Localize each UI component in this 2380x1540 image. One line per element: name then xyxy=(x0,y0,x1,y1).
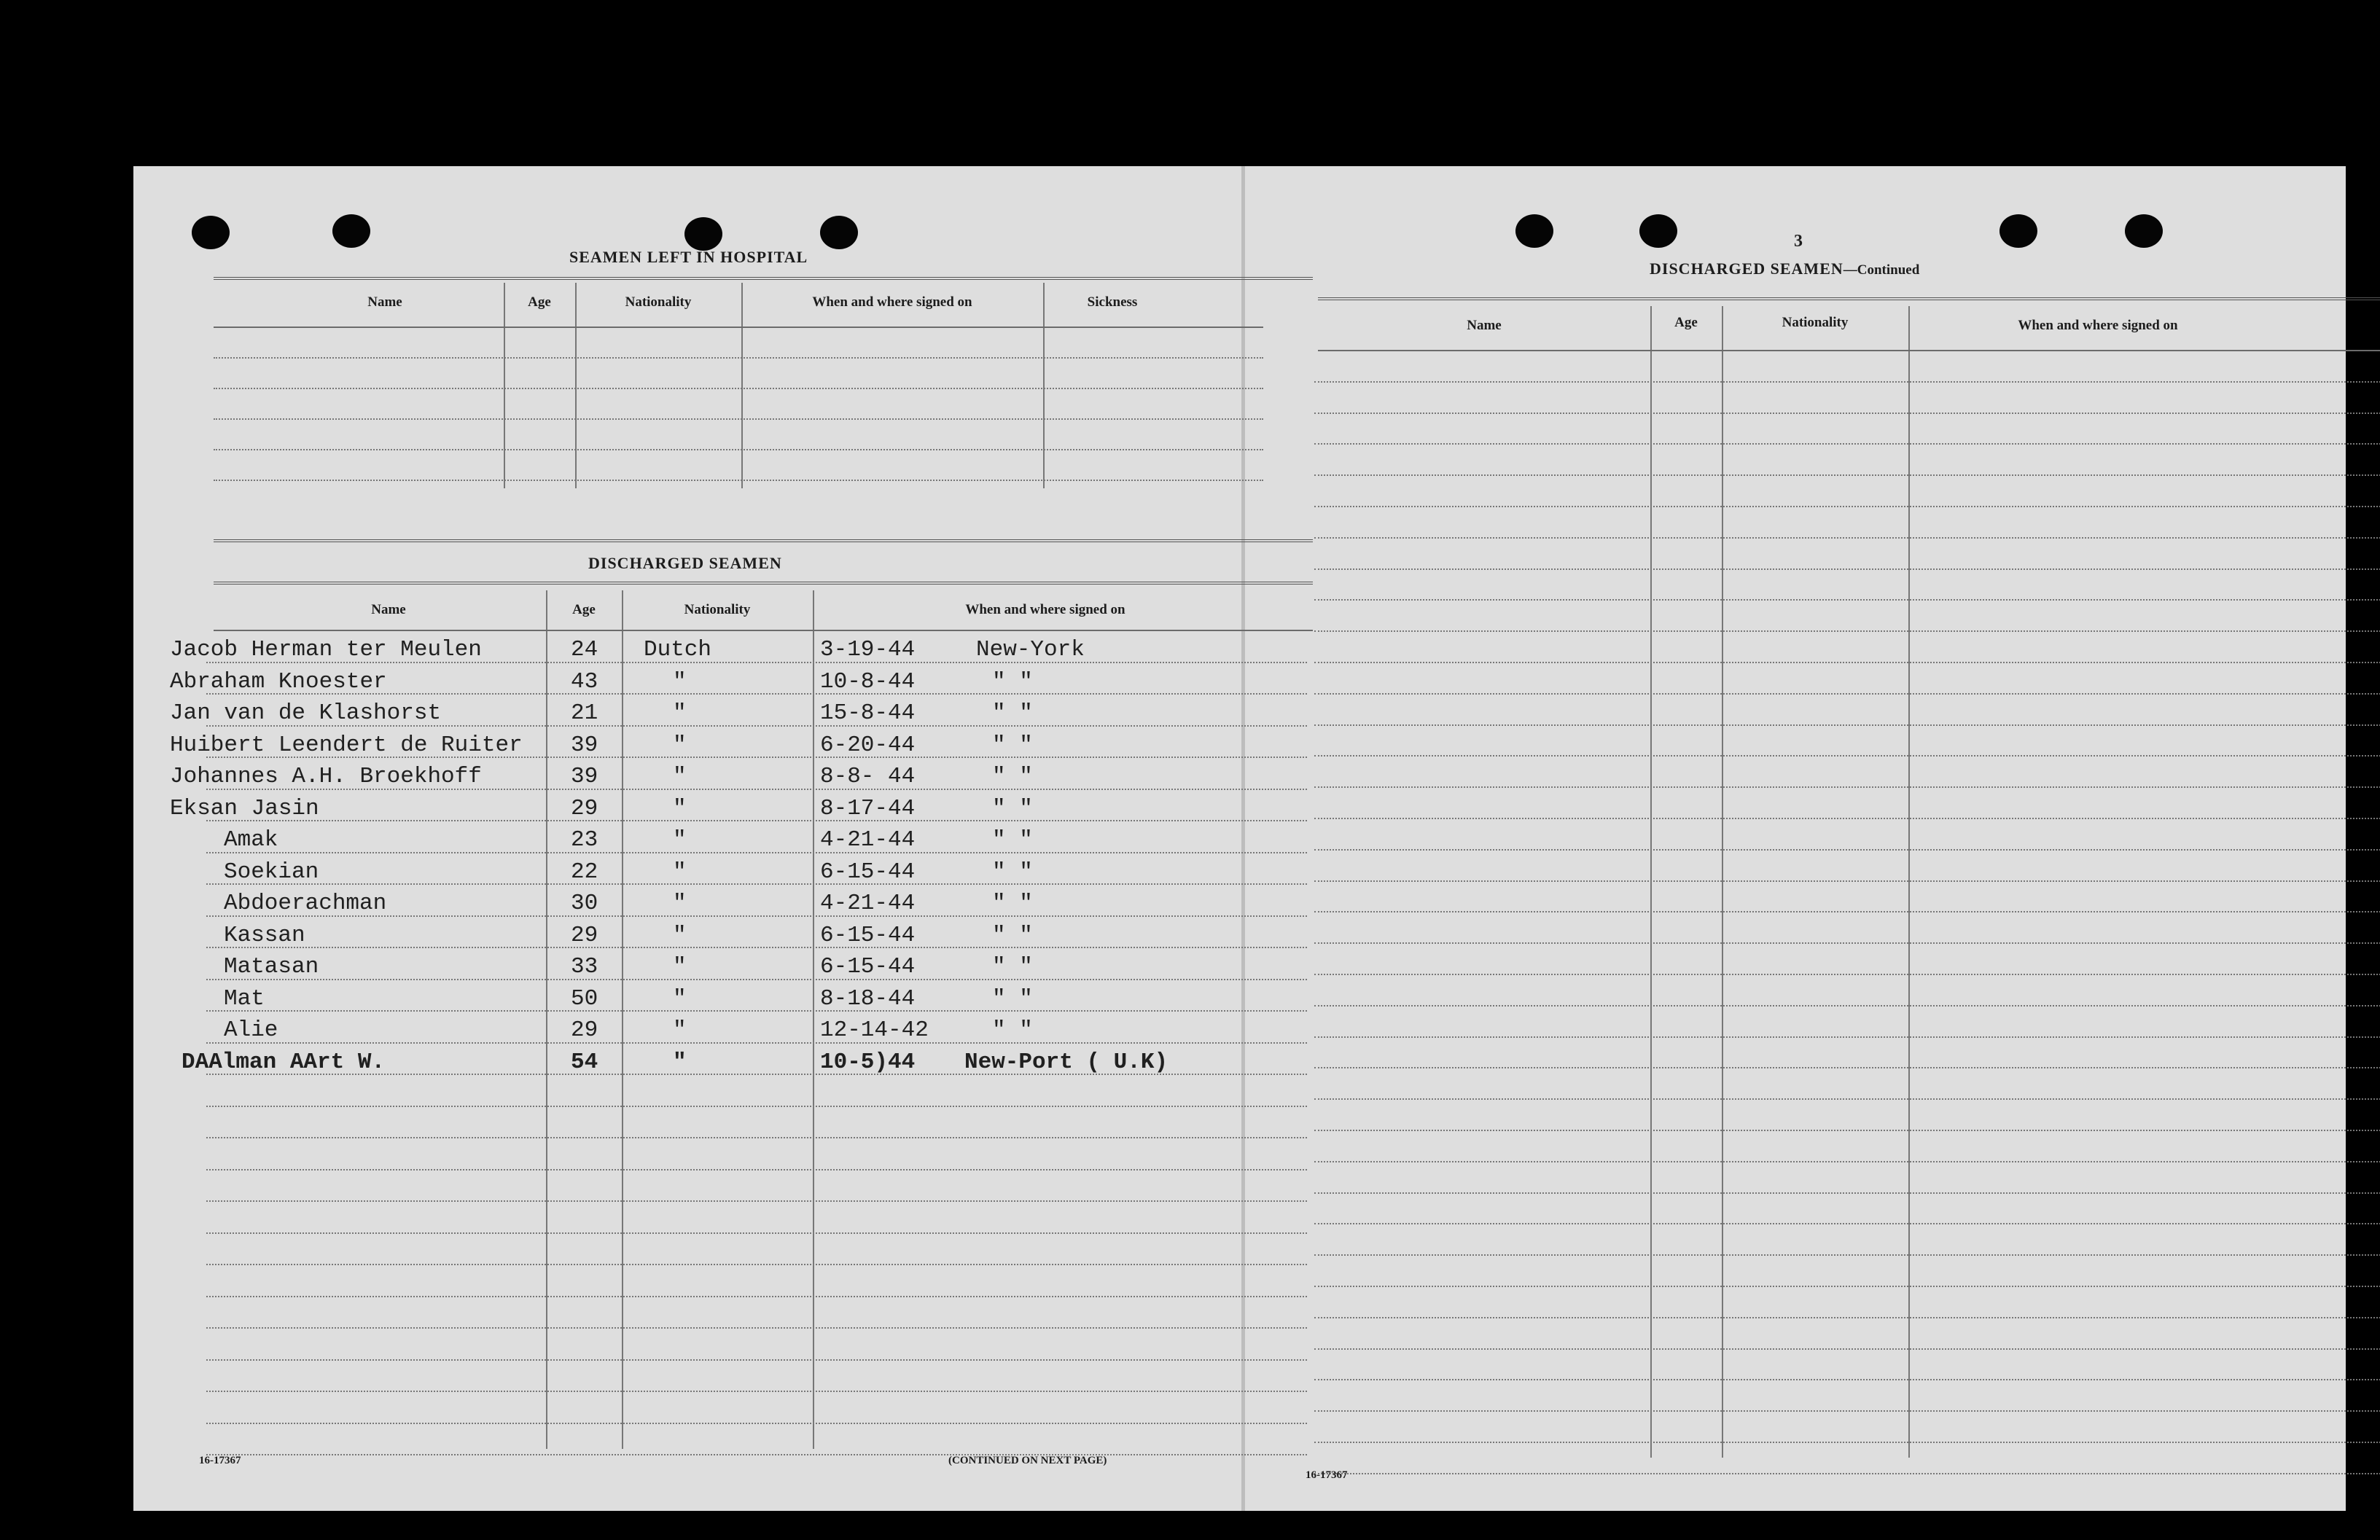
hospital-header-name: Name xyxy=(367,294,402,310)
discharged-date-cell: 3-19-44 xyxy=(820,637,916,662)
column-divider xyxy=(1043,283,1045,488)
row-rule xyxy=(1314,1223,2380,1224)
discharged-nationality-cell: " xyxy=(673,1017,687,1043)
row-rule xyxy=(1314,413,2380,414)
discharged-date-cell: 4-21-44 xyxy=(820,827,916,853)
discharged-nationality-cell: " xyxy=(673,827,687,853)
right-header-age: Age xyxy=(1674,315,1698,330)
discharged-nationality-cell: " xyxy=(673,795,687,821)
discharged-nationality-cell: " xyxy=(673,732,687,758)
discharged-name-cell: Abdoerachman xyxy=(224,891,387,916)
column-divider xyxy=(1908,306,1910,1458)
row-rule xyxy=(1314,786,2380,788)
row-rule xyxy=(1314,818,2380,819)
row-rule xyxy=(206,1327,1307,1329)
discharged-age-cell: 54 xyxy=(571,1049,598,1075)
discharged-nationality-cell: " xyxy=(673,859,687,885)
row-rule xyxy=(214,357,1263,359)
row-rule xyxy=(1314,849,2380,851)
row-rule xyxy=(1314,1254,2380,1256)
row-rule xyxy=(206,979,1307,980)
discharged-date-cell: 8-17-44 xyxy=(820,795,916,821)
row-rule xyxy=(206,1423,1307,1424)
row-rule xyxy=(1314,630,2380,632)
continued-title-suffix: —Continued xyxy=(1843,262,1920,278)
discharged-date-cell: 8-8- 44 xyxy=(820,764,916,789)
row-rule xyxy=(1314,1161,2380,1162)
discharged-date-cell: 6-20-44 xyxy=(820,732,916,758)
row-rule xyxy=(206,947,1307,948)
punch-hole xyxy=(192,216,230,249)
discharged-name-cell: Abraham Knoester xyxy=(170,668,387,695)
discharged-header-signed-on: When and where signed on xyxy=(965,602,1125,617)
hospital-header-signed-on: When and where signed on xyxy=(812,294,972,310)
row-rule xyxy=(214,388,1263,389)
row-rule xyxy=(1314,381,2380,383)
row-rule xyxy=(1318,350,2380,351)
row-rule xyxy=(1314,568,2380,570)
row-rule xyxy=(1314,1098,2380,1100)
row-rule xyxy=(206,852,1307,853)
discharged-nationality-cell: " xyxy=(673,668,687,695)
column-divider xyxy=(504,283,505,488)
row-rule xyxy=(1314,537,2380,539)
discharged-name-cell: Soekian xyxy=(224,859,319,885)
discharged-nationality-cell: " xyxy=(673,922,687,948)
discharged-date-cell: 15-8-44 xyxy=(820,700,916,726)
row-rule xyxy=(1314,599,2380,601)
row-rule xyxy=(1314,755,2380,757)
discharged-date-cell: 12-14-42 xyxy=(820,1017,929,1043)
row-rule xyxy=(1314,880,2380,882)
discharged-name-cell: Matasan xyxy=(224,954,319,980)
continued-title xyxy=(1650,259,1919,278)
continued-title-main: DISCHARGED SEAMEN xyxy=(1650,259,1843,278)
discharged-date-cell: 6-15-44 xyxy=(820,954,916,980)
row-rule xyxy=(1314,942,2380,944)
row-rule xyxy=(206,1296,1307,1297)
page-number: 3 xyxy=(1794,232,1803,251)
discharged-name-cell: Amak xyxy=(224,827,278,853)
punch-hole xyxy=(684,217,722,251)
hospital-title: SEAMEN LEFT IN HOSPITAL xyxy=(569,248,808,266)
hospital-header-rule xyxy=(214,327,1263,328)
discharged-date-cell: 4-21-44 xyxy=(820,891,916,916)
discharged-name-cell: Eksan Jasin xyxy=(170,795,319,821)
discharged-title: DISCHARGED SEAMEN xyxy=(588,554,782,572)
discharged-header-nationality: Nationality xyxy=(684,602,751,617)
discharged-age-cell: 29 xyxy=(571,1017,598,1043)
row-rule xyxy=(1314,1473,2380,1474)
row-rule xyxy=(214,630,1313,631)
row-rule xyxy=(206,1264,1307,1265)
row-rule xyxy=(1314,1410,2380,1412)
form-number: 16-17367 xyxy=(199,1455,241,1466)
discharged-place-cell: " " xyxy=(992,827,1033,853)
row-rule xyxy=(1314,1442,2380,1443)
column-divider xyxy=(622,590,623,1449)
discharged-age-cell: 29 xyxy=(571,795,598,821)
column-divider xyxy=(1722,306,1723,1458)
column-divider xyxy=(546,590,547,1449)
column-divider xyxy=(1650,306,1652,1458)
discharged-age-cell: 29 xyxy=(571,922,598,948)
row-rule xyxy=(206,1010,1307,1012)
row-rule xyxy=(1314,911,2380,912)
row-rule xyxy=(1314,974,2380,975)
discharged-age-cell: 30 xyxy=(571,891,598,916)
row-rule xyxy=(206,1454,1307,1455)
discharged-nationality-cell: Dutch xyxy=(644,637,712,662)
discharged-place-cell: New-Port ( U.K) xyxy=(964,1049,1168,1075)
discharged-date-cell: 6-15-44 xyxy=(820,922,916,948)
row-rule xyxy=(206,1042,1307,1044)
row-rule xyxy=(214,418,1263,420)
discharged-place-cell: " " xyxy=(992,954,1033,980)
punch-hole xyxy=(332,214,370,248)
row-rule xyxy=(206,1137,1307,1138)
row-rule xyxy=(214,480,1263,481)
discharged-nationality-cell: " xyxy=(673,700,687,726)
discharged-age-cell: 24 xyxy=(571,637,598,662)
discharged-place-cell: " " xyxy=(992,700,1033,726)
discharged-place-cell: " " xyxy=(992,985,1033,1012)
row-rule xyxy=(1314,1317,2380,1318)
column-divider xyxy=(741,283,743,488)
column-divider xyxy=(813,590,814,1449)
discharged-name-cell: Huibert Leendert de Ruiter xyxy=(170,732,523,758)
discharged-name-cell: Jacob Herman ter Meulen xyxy=(170,637,482,662)
punch-hole xyxy=(1999,214,2037,248)
discharged-name-cell: Kassan xyxy=(224,922,305,948)
discharged-name-cell: Jan van de Klashorst xyxy=(170,700,442,726)
discharged-age-cell: 33 xyxy=(571,954,598,980)
row-rule xyxy=(206,1359,1307,1361)
row-rule xyxy=(206,1106,1307,1107)
row-rule xyxy=(1314,1130,2380,1131)
row-rule xyxy=(206,1169,1307,1170)
discharged-place-cell: " " xyxy=(992,732,1033,758)
row-rule xyxy=(1314,443,2380,445)
right-header-name: Name xyxy=(1467,318,1502,333)
row-rule xyxy=(206,1232,1307,1234)
row-rule xyxy=(206,1200,1307,1202)
row-rule xyxy=(1314,724,2380,726)
hospital-header-nationality: Nationality xyxy=(625,294,692,310)
row-rule xyxy=(1314,1379,2380,1380)
discharged-age-cell: 23 xyxy=(571,827,598,853)
discharged-date-cell: 10-8-44 xyxy=(820,668,916,695)
discharged-header-age: Age xyxy=(572,602,596,617)
discharged-header-top-rule xyxy=(214,582,1313,585)
row-rule xyxy=(1314,1067,2380,1068)
hospital-top-rule xyxy=(214,277,1313,280)
discharged-header-name: Name xyxy=(371,602,406,617)
discharged-age-cell: 50 xyxy=(571,985,598,1012)
discharged-date-cell: 6-15-44 xyxy=(820,859,916,885)
right-header-nationality: Nationality xyxy=(1782,315,1849,330)
discharged-age-cell: 21 xyxy=(571,700,598,726)
discharged-place-cell: " " xyxy=(992,922,1033,948)
right-form-number: 16-17367 xyxy=(1306,1469,1348,1481)
hospital-header-sickness: Sickness xyxy=(1087,294,1138,310)
discharged-place-cell: " " xyxy=(992,1017,1033,1043)
discharged-nationality-cell: " xyxy=(673,954,687,980)
discharged-place-cell: " " xyxy=(992,668,1033,695)
discharged-age-cell: 43 xyxy=(571,668,598,695)
discharged-nationality-cell: " xyxy=(673,891,687,916)
continued-note: (CONTINUED ON NEXT PAGE) xyxy=(948,1455,1107,1466)
discharged-nationality-cell: " xyxy=(673,764,687,789)
row-rule xyxy=(206,820,1307,821)
discharged-nationality-cell: " xyxy=(673,1049,687,1075)
row-rule xyxy=(1314,1005,2380,1007)
row-rule xyxy=(1314,506,2380,507)
page-fold xyxy=(1241,166,1245,1511)
column-divider xyxy=(575,283,577,488)
discharged-place-cell: " " xyxy=(992,764,1033,789)
discharged-place-cell: New-York xyxy=(976,637,1085,662)
discharged-name-cell: Alie xyxy=(224,1017,278,1043)
hospital-header-age: Age xyxy=(528,294,551,310)
discharged-name-cell: Mat xyxy=(224,985,265,1012)
right-header-signed-on: When and where signed on xyxy=(2018,318,2178,333)
discharged-age-cell: 39 xyxy=(571,732,598,758)
punch-hole xyxy=(1515,214,1553,248)
discharged-place-cell: " " xyxy=(992,891,1033,916)
discharged-name-cell: Johannes A.H. Broekhoff xyxy=(170,764,482,789)
row-rule xyxy=(1314,1192,2380,1194)
row-rule xyxy=(206,1391,1307,1392)
row-rule xyxy=(1314,1286,2380,1287)
row-rule xyxy=(1314,662,2380,663)
row-rule xyxy=(1314,1348,2380,1350)
row-rule xyxy=(1314,693,2380,695)
row-rule xyxy=(1314,1036,2380,1038)
row-rule xyxy=(214,449,1263,450)
document-sheet xyxy=(133,166,2346,1511)
row-rule xyxy=(1314,474,2380,476)
discharged-age-cell: 39 xyxy=(571,764,598,789)
discharged-place-cell: " " xyxy=(992,795,1033,821)
right-top-rule xyxy=(1318,297,2380,300)
discharged-age-cell: 22 xyxy=(571,859,598,885)
row-rule xyxy=(206,883,1307,885)
discharged-place-cell: " " xyxy=(992,859,1033,885)
discharged-name-cell: DAAlman AArt W. xyxy=(182,1049,386,1075)
discharged-nationality-cell: " xyxy=(673,985,687,1012)
discharged-top-rule xyxy=(214,539,1313,542)
discharged-date-cell: 8-18-44 xyxy=(820,985,916,1012)
punch-hole xyxy=(2125,214,2163,248)
punch-hole xyxy=(820,216,858,249)
discharged-date-cell: 10-5)44 xyxy=(820,1049,916,1075)
punch-hole xyxy=(1639,214,1677,248)
